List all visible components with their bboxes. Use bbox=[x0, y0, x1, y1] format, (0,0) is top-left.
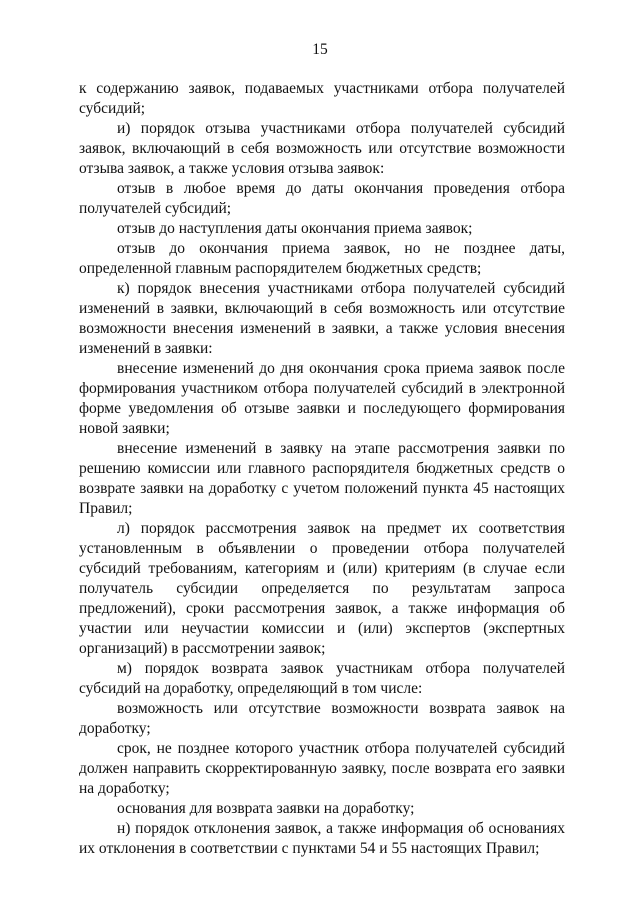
paragraph: к содержанию заявок, подаваемых участниками отбора получателей субсидий; bbox=[79, 80, 565, 117]
paragraph: отзыв до наступления даты окончания приема заявок; bbox=[117, 220, 473, 237]
paragraph: и) порядок отзыва участниками отбора получателей субсидий заявок, включающий в себя возможность или отсутствие возможности отзыва заявок, а также условия отзыва заявок: bbox=[79, 120, 565, 177]
paragraph: возможность или отсутствие возможности возврата заявок на доработку; bbox=[79, 700, 565, 737]
paragraph: к) порядок внесения участниками отбора получателей субсидий изменений в заявки, включающий в себя возможность или отсутствие возможности внесения изменений в заявки, а также условия внесения изменений в заявки: bbox=[79, 280, 565, 357]
page-number: 15 bbox=[312, 41, 328, 58]
paragraph: л) порядок рассмотрения заявок на предмет их соответствия установленным в объявлении о проведении отбора получателей субсидий требованиям, категориям и (или) критериям (в случае если получатель субсидии определяется по результатам запроса предложений), сроки рассмотрения заявок, а также информация об участии или неучастии комиссии и (или) экспертов (экспертных организаций) в рассмотрении заявок; bbox=[79, 520, 565, 657]
paragraph: н) порядок отклонения заявок, а также информация об основаниях их отклонения в соответствии с пунктами 54 и 55 настоящих Правил; bbox=[79, 820, 565, 857]
paragraph: отзыв до окончания приема заявок, но не позднее даты, определенной главным распорядителем бюджетных средств; bbox=[79, 240, 565, 277]
paragraph: внесение изменений до дня окончания срока приема заявок после формирования участником отбора получателей субсидий в электронной форме уведомления об отзыве заявки и последующего формирования новой заявки; bbox=[79, 360, 565, 437]
paragraph: м) порядок возврата заявок участникам отбора получателей субсидий на доработку, определяющий в том числе: bbox=[79, 660, 565, 697]
paragraph: отзыв в любое время до даты окончания проведения отбора получателей субсидий; bbox=[79, 180, 565, 217]
document-body bbox=[79, 79, 565, 859]
paragraph: внесение изменений в заявку на этапе рассмотрения заявки по решению комиссии или главного распорядителя бюджетных средств о возврате заявки на доработку с учетом положений пункта 45 настоящих Правил; bbox=[79, 440, 565, 517]
paragraph: основания для возврата заявки на доработку; bbox=[117, 800, 415, 817]
paragraph: срок, не позднее которого участник отбора получателей субсидий должен направить скорректированную заявку, после возврата его заявки на доработку; bbox=[79, 740, 565, 797]
